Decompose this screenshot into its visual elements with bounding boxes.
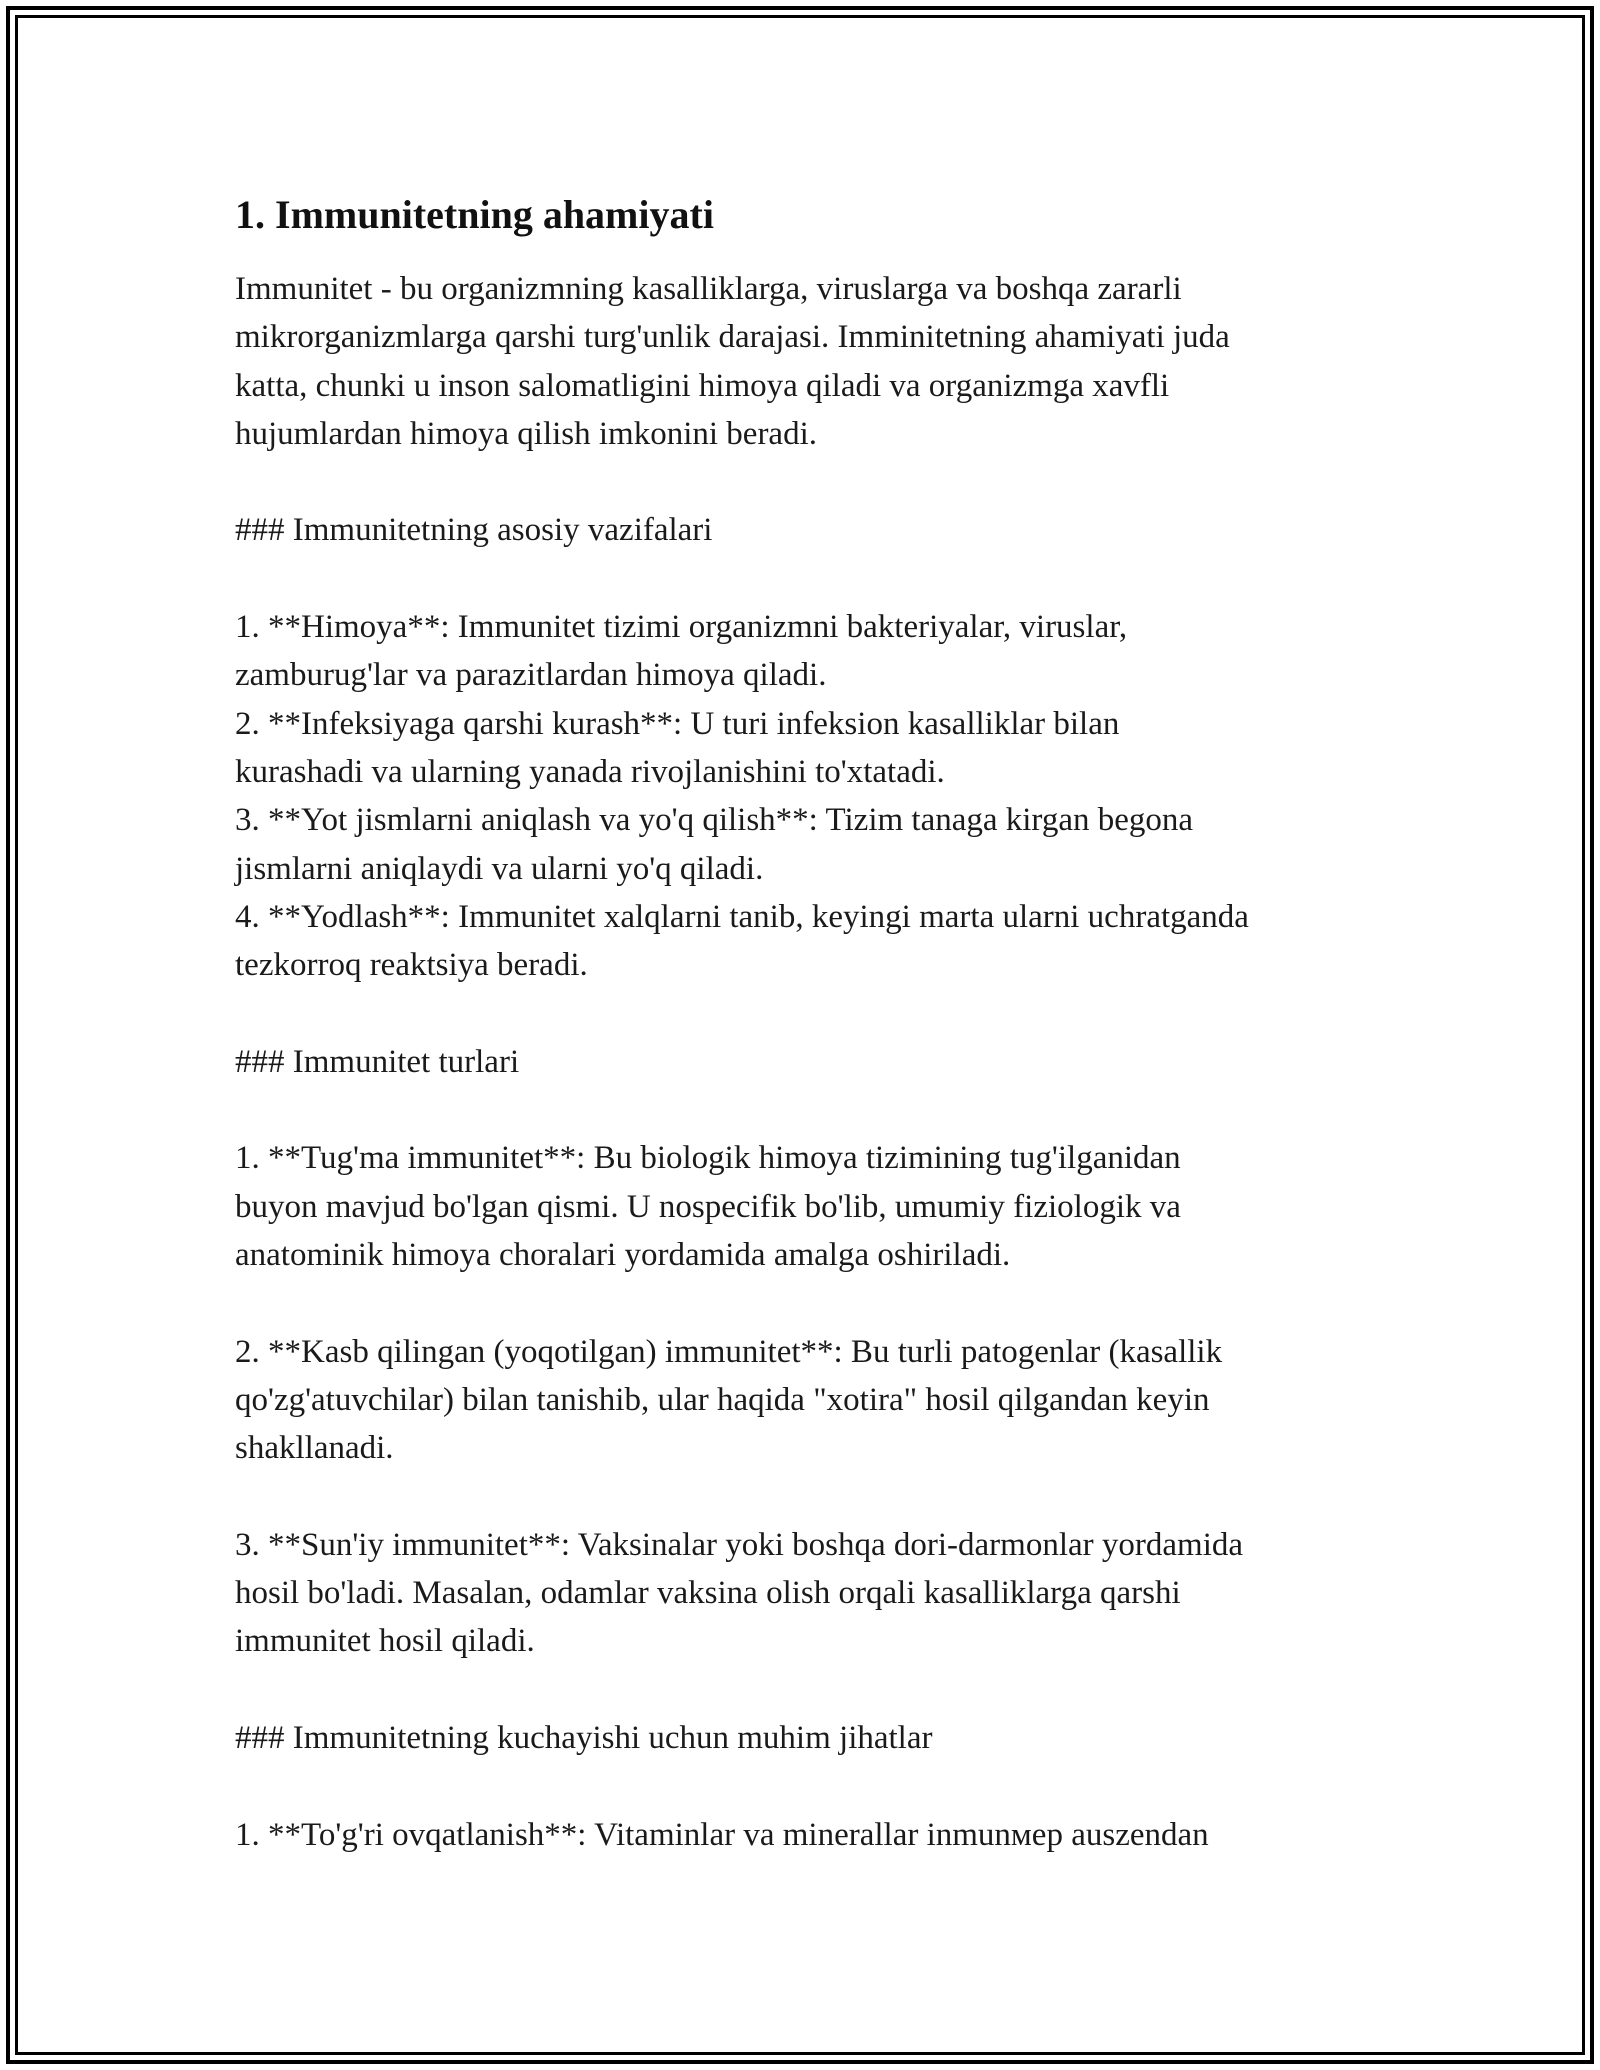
- spacer: [235, 1666, 1385, 1714]
- list-item: 2. **Infeksiyaga qarshi kurash**: U turi infeksion kasalliklar bilan kurashadi va ularning yanada rivojlanishini to'xtatadi.: [235, 705, 1120, 790]
- spacer: [235, 1762, 1385, 1810]
- intro-paragraph: Immunitet - bu organizmning kasalliklarga, viruslarga va boshqa zararli mikrorganizmlarga qarshi turg'unlik darajasi. Imminitetning ahamiyati juda katta, chunki u inson salomatligini himoya qiladi va organizmga xavfli hujumlardan himoya qilish imkonini beradi.: [235, 271, 1230, 452]
- spacer: [235, 1086, 1385, 1134]
- list-item: 1. **Himoya**: Immunitet tizimi organizmni bakteriyalar, viruslar, zamburug'lar va parazitlardan himoya qiladi.: [235, 609, 1128, 694]
- document-body: [235, 185, 1385, 1859]
- document-title: 1. Immunitetning ahamiyati: [235, 192, 714, 237]
- spacer: [235, 1279, 1385, 1327]
- section-heading-strengthening: ### Immunitetning kuchayishi uchun muhim jihatlar: [235, 1719, 933, 1756]
- spacer: [235, 989, 1385, 1037]
- section-heading-functions: ### Immunitetning asosiy vazifalari: [235, 512, 713, 549]
- spacer: [235, 458, 1385, 506]
- section-heading-types: ### Immunitet turlari: [235, 1043, 520, 1080]
- list-item: 3. **Sun'iy immunitet**: Vaksinalar yoki boshqa dori-darmonlar yordamida hosil bo'ladi. Masalan, odamlar vaksina olish orqali kasalliklarga qarshi immunitet hosil qiladi.: [235, 1526, 1244, 1660]
- list-item: 4. **Yodlash**: Immunitet xalqlarni tanib, keyingi marta ularni uchratganda tezkorroq reaktsiya beradi.: [235, 898, 1249, 984]
- spacer: [235, 555, 1385, 603]
- list-item: 2. **Kasb qilingan (yoqotilgan) immunitet**: Bu turli patogenlar (kasallik qo'zg'atuvchilar) bilan tanishib, ular haqida "xotira" hosil qilgandan keyin shakllanadi.: [235, 1333, 1223, 1467]
- list-item: 3. **Yot jismlarni aniqlash va yo'q qilish**: Tizim tanaga kirgan begona jismlarni aniqlaydi va ularni yo'q qiladi.: [235, 802, 1194, 887]
- spacer: [235, 1472, 1385, 1520]
- list-item: 1. **To'g'ri ovqatlanish**: Vitaminlar va minerallar inmunмер auszendan: [235, 1816, 1209, 1853]
- list-item: 1. **Tug'ma immunitet**: Bu biologik himoya tizimining tug'ilganidan buyon mavjud bo'lgan qismi. U nospecifik bo'lib, umumiy fiziologik va anatominik himoya choralari yordamida amalga oshiriladi.: [235, 1140, 1181, 1273]
